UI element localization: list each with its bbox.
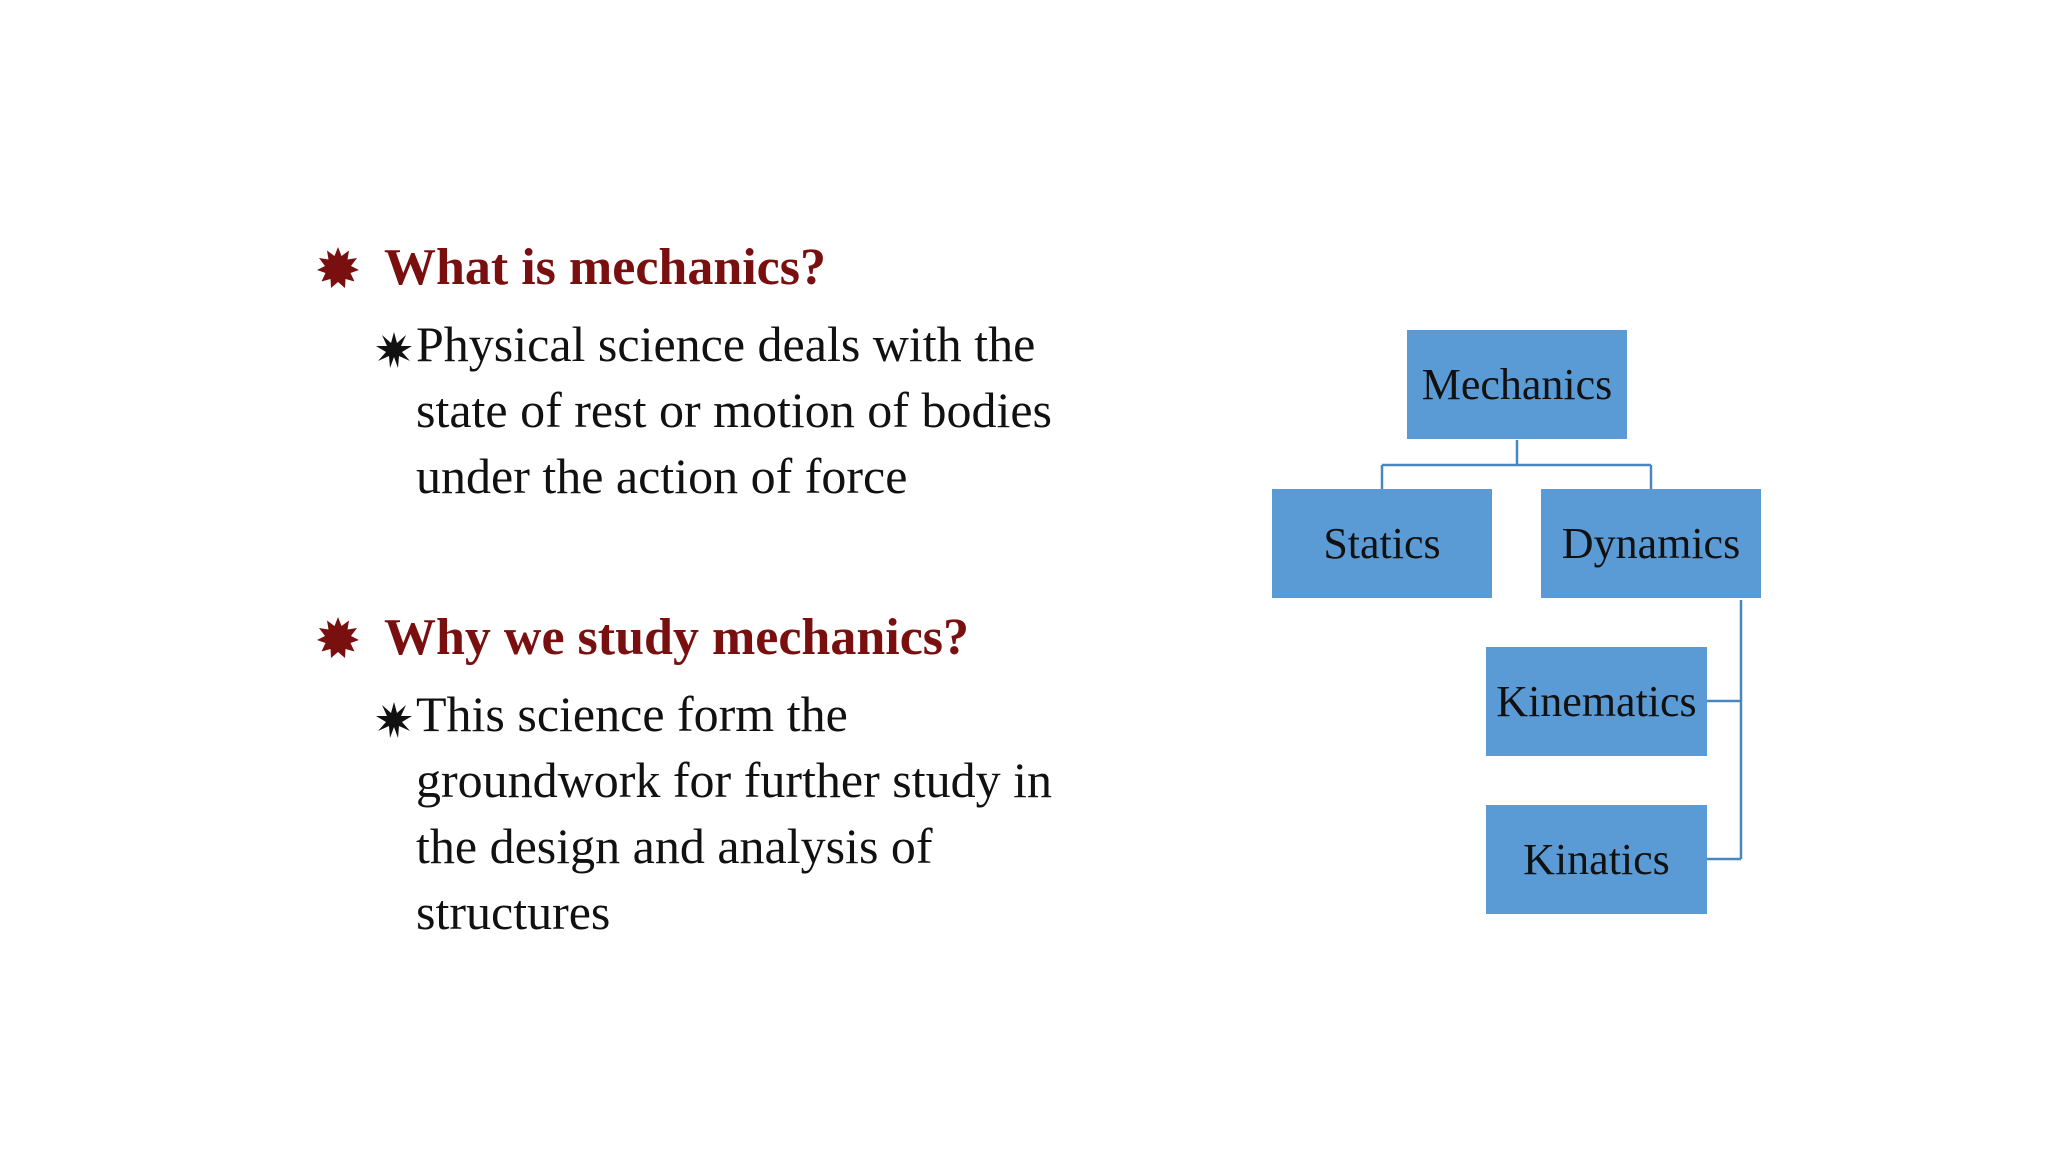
- text-line: structures: [416, 884, 611, 940]
- heading-text: What is mechanics?: [384, 239, 826, 296]
- box-label: Statics: [1323, 519, 1441, 568]
- box-label: Kinematics: [1496, 677, 1697, 726]
- star-bullet-icon: [374, 700, 414, 740]
- starburst-bullet-icon: [316, 246, 360, 290]
- section-what-is-mechanics: [316, 238, 1176, 509]
- heading-what-is-mechanics: [316, 238, 1176, 297]
- sub-point-reason: [416, 681, 1176, 945]
- text-line: the design and analysis of: [416, 818, 933, 874]
- text-line: state of rest or motion of bodies: [416, 382, 1052, 438]
- text-line: groundwork for further study in: [416, 752, 1052, 808]
- box-mechanics: [1407, 330, 1627, 439]
- star-bullet-icon: [374, 330, 414, 370]
- text-line: This science form the: [416, 686, 848, 742]
- text-line: under the action of force: [416, 448, 908, 504]
- starburst-bullet-icon: [316, 616, 360, 660]
- box-statics: [1272, 489, 1492, 598]
- text-line: Physical science deals with the: [416, 316, 1036, 372]
- heading-text: Why we study mechanics?: [384, 609, 970, 666]
- box-dynamics: [1541, 489, 1761, 598]
- section-why-study-mechanics: [316, 608, 1176, 945]
- box-label: Dynamics: [1561, 519, 1741, 568]
- heading-why-study-mechanics: [316, 608, 1176, 667]
- box-label: Mechanics: [1421, 360, 1613, 409]
- sub-point-definition: [416, 311, 1176, 509]
- box-kinematics: [1486, 647, 1707, 756]
- box-label: Kinatics: [1523, 835, 1670, 884]
- box-kinatics: [1486, 805, 1707, 914]
